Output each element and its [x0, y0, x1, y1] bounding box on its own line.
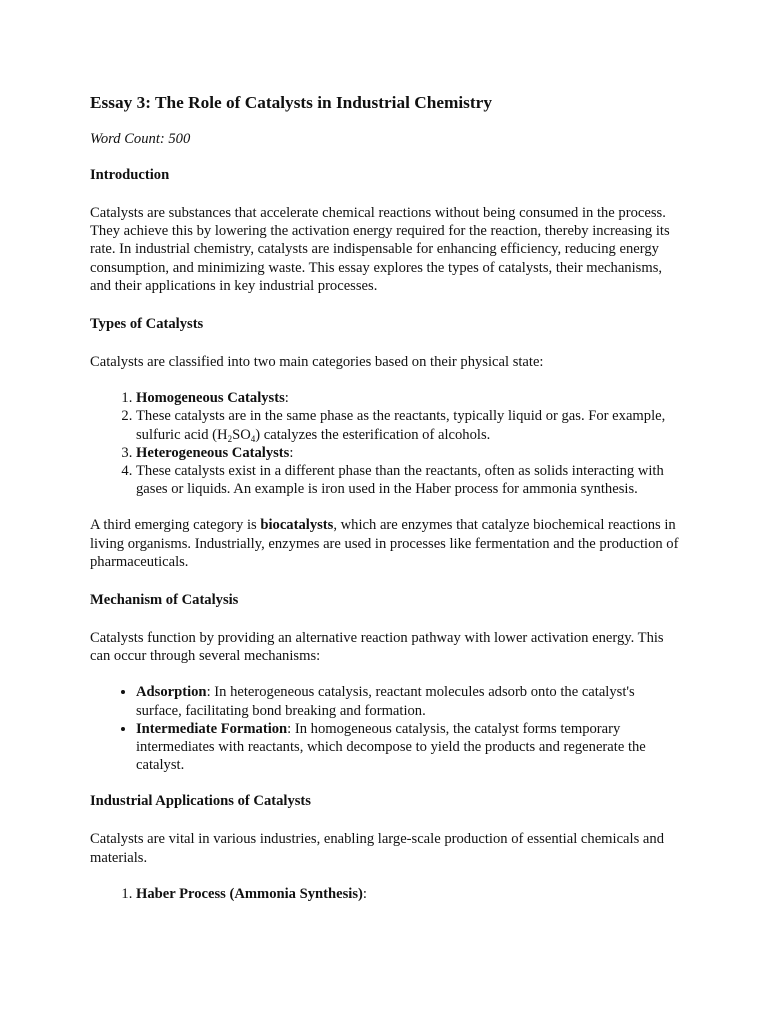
paragraph-text: , which are enzymes that catalyze biochemical reactions in living organisms. Industrially, enzymes are used in processes like fermentation and the production of pharmaceuticals. [90, 517, 679, 570]
section-heading-applications: Industrial Applications of Catalysts [90, 793, 311, 810]
mechanism-lead-paragraph: Catalysts function by providing an alternative reaction pathway with lower activation energy. This can occur through several mechanisms: [90, 630, 664, 665]
list-item [136, 885, 680, 903]
subscript: 4 [250, 433, 256, 444]
applications-list [90, 885, 680, 903]
list-item [136, 683, 680, 719]
list-item-text: : In homogeneous catalysis, the catalyst forms temporary intermediates with reactants, which decompose to yield the products and regenerate the catalyst. [136, 720, 646, 774]
list-item-bold: Haber Process (Ammonia Synthesis) [136, 885, 363, 902]
list-item-bold: Heterogeneous Catalysts [136, 444, 290, 461]
section-heading-introduction: Introduction [90, 167, 170, 183]
section-heading-mechanism: Mechanism of Catalysis [90, 592, 239, 609]
list-item-text: : [362, 885, 367, 902]
list-item-bold: Adsorption [136, 684, 207, 701]
essay-title: Essay 3: The Role of Catalysts in Industrial Chemistry [90, 93, 492, 112]
list-item-bold: Homogeneous Catalysts [136, 390, 285, 407]
list-item-text: : In heterogeneous catalysis, reactant molecules adsorb onto the catalyst's surface, facilitating bond breaking and formation. [136, 684, 635, 719]
list-item-text: These catalysts exist in a different phase than the reactants, often as solids interacting with gases or liquids. An example is iron used in the Haber process for ammonia synthesis. [136, 463, 664, 498]
list-item [136, 389, 680, 407]
section-heading-types: Types of Catalysts [90, 316, 204, 333]
list-item [136, 407, 680, 443]
types-list [90, 389, 680, 498]
list-item-text: These catalysts are in the same phase as the reactants, typically liquid or gas. For example, sulfuric acid (H [136, 408, 666, 443]
list-item-text: : [284, 390, 289, 407]
biocatalysts-paragraph [90, 516, 680, 571]
word-count: Word Count: 500 [90, 131, 191, 147]
list-item-text: SO [232, 426, 251, 443]
list-item [136, 444, 680, 462]
types-lead-paragraph: Catalysts are classified into two main categories based on their physical state: [90, 354, 544, 371]
mechanism-list [90, 683, 680, 774]
list-item-text: ) catalyzes the esterification of alcohols. [255, 426, 491, 443]
list-item-bold: Intermediate Formation [136, 720, 288, 737]
intro-paragraph: Catalysts are substances that accelerate chemical reactions without being consumed in the process. They achieve this by lowering the activation energy required for the reaction, thereby increasing its rate. In industrial chemistry, catalysts are indispensable for enhancing efficiency, reducing energy consumption, and minimizing waste. This essay explores the types of catalysts, their mechanisms, and their applications in key industrial processes. [90, 205, 670, 294]
paragraph-text: A third emerging category is [90, 517, 261, 534]
applications-lead-paragraph: Catalysts are vital in various industries, enabling large-scale production of essential chemicals and materials. [90, 831, 664, 866]
paragraph-bold: biocatalysts [260, 517, 334, 534]
list-item [136, 720, 680, 775]
subscript: 2 [227, 433, 233, 444]
list-item [136, 462, 680, 498]
list-item-text: : [289, 444, 294, 461]
document-page [90, 92, 680, 921]
